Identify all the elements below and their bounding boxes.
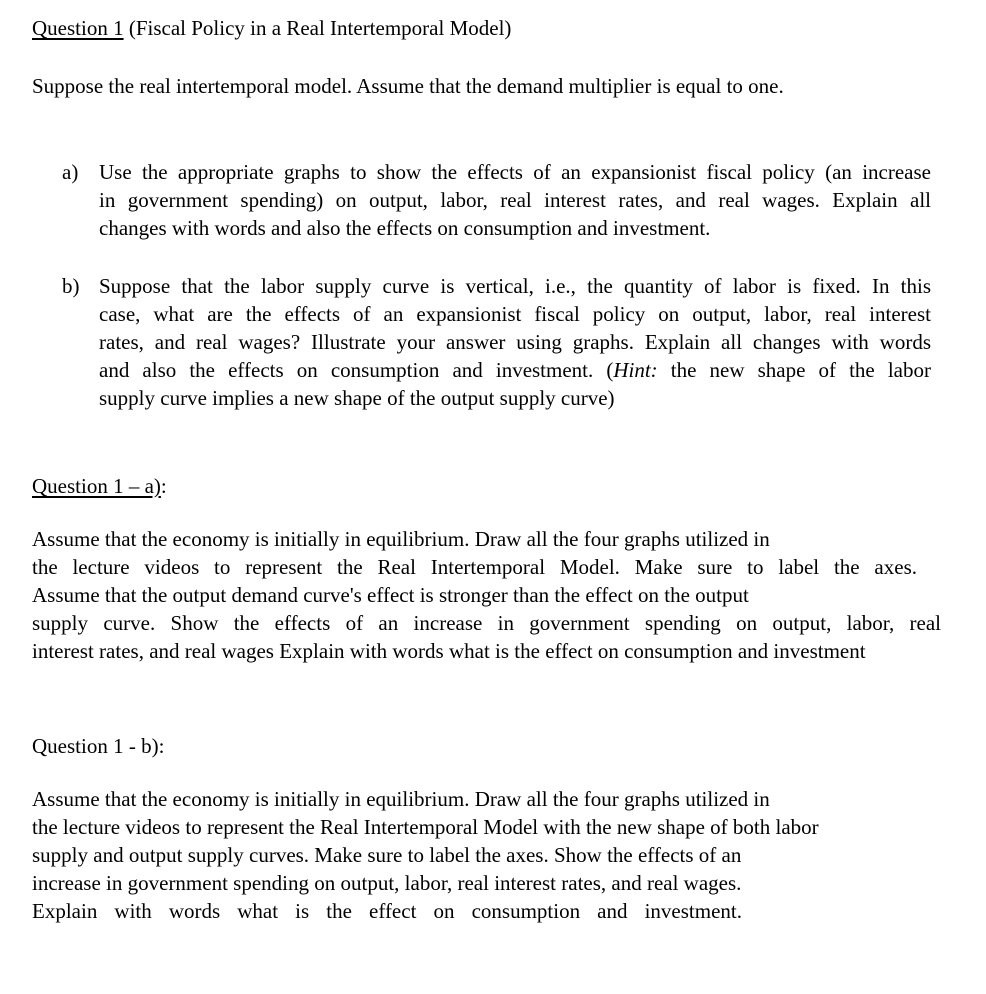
item-b-marker: b) bbox=[62, 274, 80, 298]
item-b-line-5: supply curve implies a new shape of the output supply curve) bbox=[99, 386, 615, 410]
question-1a-heading-label: Question 1 – a) bbox=[32, 474, 161, 498]
question-1a-line-1: Assume that the economy is initially in equilibrium. Draw all the four graphs utilized in bbox=[32, 527, 770, 551]
question-1b-line-3: supply and output supply curves. Make sure to label the axes. Show the effects of an bbox=[32, 843, 742, 867]
question-1b-line-5: Explain with words what is the effect on consumption and investment. bbox=[32, 899, 742, 923]
hint-label: Hint: bbox=[613, 358, 658, 382]
item-b-line-2: case, what are the effects of an expansionist fiscal policy on output, labor, real interest bbox=[99, 302, 931, 326]
question-1b-heading: Question 1 - b): bbox=[32, 734, 165, 758]
item-a-text bbox=[99, 158, 931, 242]
item-b-line-4-start: and also the effects on consumption and investment. ( bbox=[99, 358, 614, 382]
item-b-line-4-end: the new shape of the labor bbox=[657, 358, 931, 382]
item-a-line-1: Use the appropriate graphs to show the effects of an expansionist fiscal policy (an increase bbox=[99, 160, 931, 184]
question-1b-line-4: increase in government spending on output, labor, real interest rates, and real wages. bbox=[32, 871, 742, 895]
question-1-intro: Suppose the real intertemporal model. Assume that the demand multiplier is equal to one. bbox=[32, 74, 784, 98]
question-1a-body bbox=[32, 525, 972, 665]
question-1-label: Question 1 bbox=[32, 16, 124, 40]
question-1a-line-5: interest rates, and real wages Explain with words what is the effect on consumption and investment bbox=[32, 639, 866, 663]
question-1a-heading-suffix: : bbox=[160, 474, 167, 498]
question-1a-line-4: supply curve. Show the effects of an increase in government spending on output, labor, real bbox=[32, 611, 941, 635]
question-1-heading bbox=[32, 14, 511, 42]
item-b-line-1: Suppose that the labor supply curve is vertical, i.e., the quantity of labor is fixed. In this bbox=[99, 274, 931, 298]
question-1a-heading bbox=[32, 472, 167, 500]
item-a-marker: a) bbox=[62, 160, 79, 184]
item-b-line-4 bbox=[99, 356, 931, 384]
question-1b-body bbox=[32, 785, 952, 925]
item-a-line-2: in government spending) on output, labor, real interest rates, and real wages. Explain all bbox=[99, 188, 931, 212]
question-1-title: (Fiscal Policy in a Real Intertemporal Model) bbox=[123, 16, 512, 40]
question-1b-line-1: Assume that the economy is initially in equilibrium. Draw all the four graphs utilized in bbox=[32, 787, 770, 811]
item-b-text bbox=[99, 272, 931, 412]
question-1a-line-3: Assume that the output demand curve's effect is stronger than the effect on the output bbox=[32, 583, 749, 607]
question-1a-line-2: the lecture videos to represent the Real Intertemporal Model. Make sure to label the axes. bbox=[32, 555, 917, 579]
item-b-line-3: rates, and real wages? Illustrate your answer using graphs. Explain all changes with words bbox=[99, 330, 931, 354]
item-a-line-3: changes with words and also the effects on consumption and investment. bbox=[99, 216, 711, 240]
question-1b-line-2: the lecture videos to represent the Real Intertemporal Model with the new shape of both labor bbox=[32, 815, 819, 839]
